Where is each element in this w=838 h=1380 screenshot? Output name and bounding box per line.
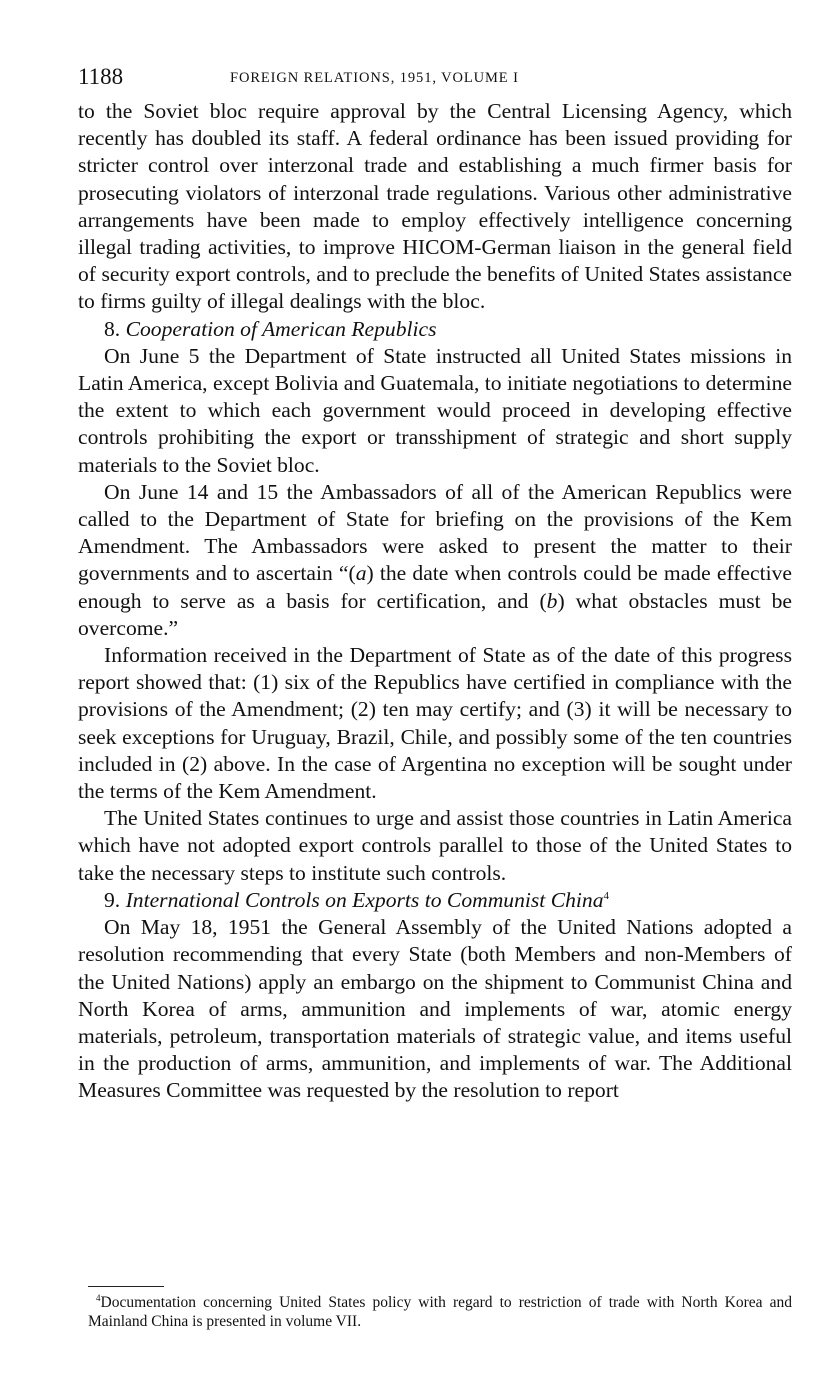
- footnote-divider: [88, 1286, 164, 1287]
- paragraph: Information received in the Department of State as of the date of this progress report showed that: (1) six of the Republics have certified in compliance with the provisions of the Amendment; (2) ten may certify; and (3) it will be necessary to seek exceptions for Uruguay, Brazil, Chile, and possibly some of the ten countries included in (2) above. In the case of Argentina no exception will be sought under the terms of the Kem Amendment.: [78, 643, 792, 804]
- paragraph: The United States continues to urge and assist those countries in Latin America which have not adopted export controls parallel to those of the United States to take the necessary steps to institute such controls.: [78, 806, 792, 885]
- page-number: 1188: [78, 64, 124, 89]
- section-number: 9.: [104, 887, 121, 912]
- body-text: [78, 98, 792, 1105]
- continued-paragraph: to the Soviet bloc require approval by the Central Licensing Agency, which recently has doubled its staff. A federal ordinance has been issued providing for stricter control over interzonal trade and establishing a much firmer basis for prosecuting violators of interzonal trade regulations. Various other administrative arrangements have been made to employ effectively intelligence concerning illegal trading activities, to improve HICOM-German liaison in the general field of security export controls, and to preclude the benefits of United States assistance to firms guilty of illegal dealings with the bloc.: [78, 99, 792, 314]
- section-number: 8.: [104, 316, 121, 341]
- item-letter-b: b: [546, 588, 558, 613]
- section-title: Cooperation of American Republics: [125, 316, 437, 341]
- running-title: FOREIGN RELATIONS, 1951, VOLUME I: [230, 70, 519, 86]
- page-header: [78, 62, 792, 98]
- footnote: [88, 1294, 792, 1331]
- footnote-reference[interactable]: 4: [603, 889, 609, 902]
- section-title: International Controls on Exports to Communist China: [125, 887, 604, 912]
- paragraph-text: On June 14 and 15 the Ambassadors of all of the American Republics were called to the Department of State for briefing on the provisions of the Kem Amendment. The Ambassadors were asked to present the matter to their governments and to ascertain “(: [78, 479, 792, 586]
- paragraph: On June 5 the Department of State instructed all United States missions in Latin America, except Bolivia and Guatemala, to initiate negotiations to determine the extent to which each government would proceed in developing effective controls prohibiting the export or transshipment of strategic and short supply materials to the Soviet bloc.: [78, 343, 792, 477]
- footnote-marker: 4: [96, 1292, 101, 1303]
- paragraph: [78, 479, 792, 642]
- paragraph-text: ) what obstacles must be overcome.”: [78, 588, 792, 640]
- section-heading-8: [78, 316, 792, 343]
- document-page: [78, 62, 792, 1105]
- section-heading-9: [78, 887, 792, 914]
- footnote-text: Documentation concerning United States policy with regard to restriction of trade with North Korea and Mainland China is presented in volume VII.: [88, 1294, 792, 1330]
- paragraph: On May 18, 1951 the General Assembly of the United Nations adopted a resolution recommending that every State (both Members and non-Members of the United Nations) apply an embargo on the shipment to Communist China and North Korea of arms, ammunition and implements of war, atomic energy materials, petroleum, transportation materials of strategic value, and items useful in the production of arms, ammunition, and implements of war. The Additional Measures Committee was requested by the resolution to report: [78, 915, 792, 1103]
- item-letter-a: a: [355, 561, 367, 586]
- paragraph-text: ) the date when controls could be made effective enough to serve as a basis for certification, and (: [78, 561, 792, 613]
